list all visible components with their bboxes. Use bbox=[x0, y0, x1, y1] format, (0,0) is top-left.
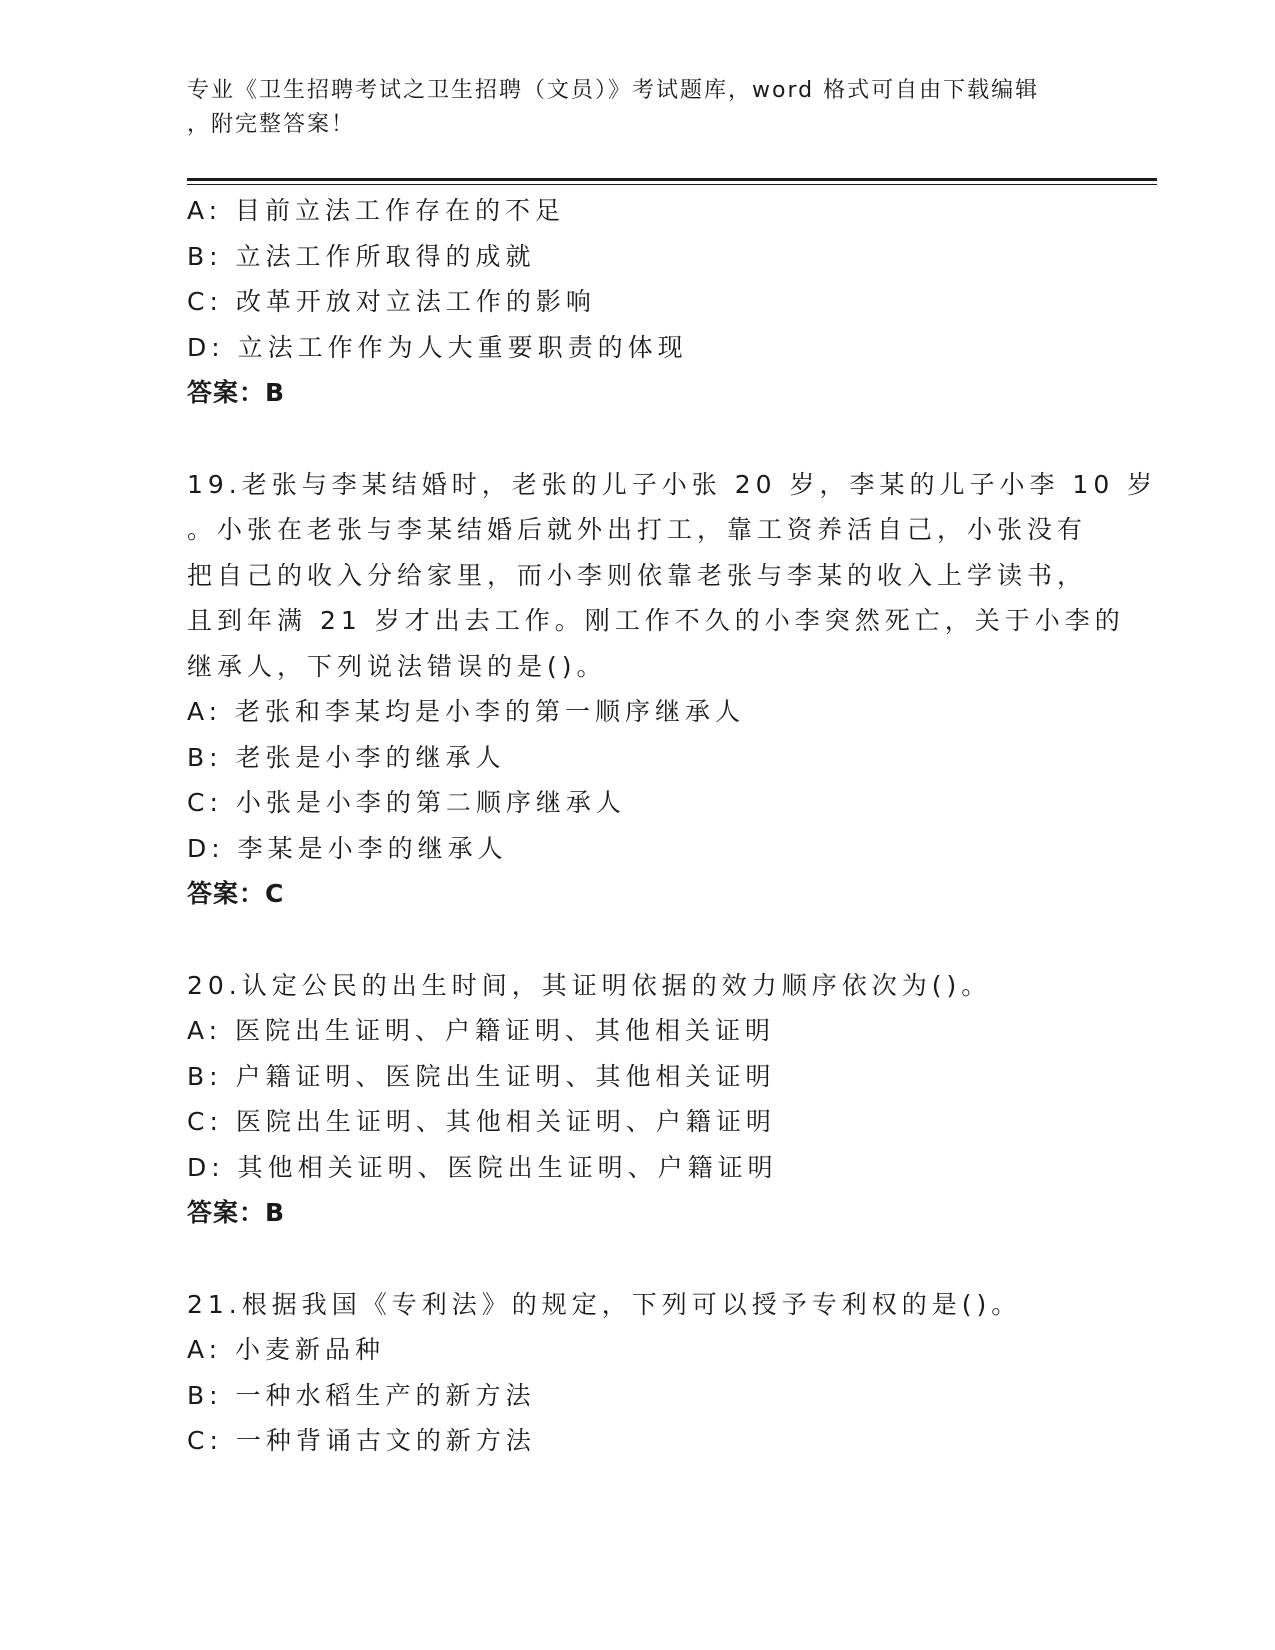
question-block bbox=[187, 188, 1087, 416]
question-block bbox=[187, 462, 1158, 917]
question-block bbox=[187, 963, 1087, 1236]
option-b: B: 老张是小李的继承人 bbox=[187, 742, 506, 772]
option-d: D: 其他相关证明、医院出生证明、户籍证明 bbox=[187, 1152, 778, 1182]
header-title-line2: ，附完整答案！ bbox=[187, 112, 356, 137]
question-stem-line: 且到年满 21 岁才出去工作。刚工作不久的小李突然死亡，关于小李的 bbox=[187, 606, 1125, 635]
option-c: C: 小张是小李的第二顺序继承人 bbox=[187, 788, 626, 817]
option-b: B: 户籍证明、医院出生证明、其他相关证明 bbox=[187, 1061, 776, 1091]
option-b: B: 一种水稻生产的新方法 bbox=[187, 1380, 536, 1410]
question-stem-line: 20.认定公民的出生时间，其证明依据的效力顺序依次为()。 bbox=[187, 970, 992, 1000]
header-divider-thick bbox=[187, 178, 1157, 181]
question-stem-line: 21.根据我国《专利法》的规定，下列可以授予专利权的是()。 bbox=[187, 1289, 1022, 1319]
question-stem-line: 。小张在老张与李某结婚后就外出打工，靠工资养活自己，小张没有 bbox=[187, 515, 1088, 544]
option-d: D: 李某是小李的继承人 bbox=[187, 833, 508, 863]
option-a: A: 老张和李某均是小李的第一顺序继承人 bbox=[187, 697, 746, 726]
question-stem-line: 19.老张与李某结婚时，老张的儿子小张 20 岁，李某的儿子小李 10 岁 bbox=[187, 469, 1158, 499]
option-a: A: 目前立法工作存在的不足 bbox=[187, 196, 566, 225]
document-header bbox=[187, 74, 1067, 142]
option-d: D: 立法工作作为人大重要职责的体现 bbox=[187, 332, 688, 362]
option-a: A: 小麦新品种 bbox=[187, 1335, 386, 1364]
option-b: B: 立法工作所取得的成就 bbox=[187, 241, 536, 271]
option-c: C: 医院出生证明、其他相关证明、户籍证明 bbox=[187, 1107, 776, 1136]
question-block bbox=[187, 1282, 1087, 1464]
question-list bbox=[187, 188, 1158, 1464]
option-a: A: 医院出生证明、户籍证明、其他相关证明 bbox=[187, 1016, 776, 1045]
question-stem-line: 继承人，下列说法错误的是()。 bbox=[187, 651, 607, 681]
answer-line: 答案：B bbox=[187, 378, 286, 407]
option-c: C: 一种背诵古文的新方法 bbox=[187, 1426, 536, 1455]
option-c: C: 改革开放对立法工作的影响 bbox=[187, 287, 596, 316]
answer-line: 答案：B bbox=[187, 1198, 286, 1227]
question-stem-line: 把自己的收入分给家里，而小李则依靠老张与李某的收入上学读书， bbox=[187, 560, 1088, 590]
header-divider-thin bbox=[187, 184, 1157, 185]
header-title-line1: 专业《卫生招聘考试之卫生招聘（文员）》考试题库，word 格式可自由下载编辑 bbox=[187, 78, 1040, 103]
answer-line: 答案：C bbox=[187, 879, 285, 908]
